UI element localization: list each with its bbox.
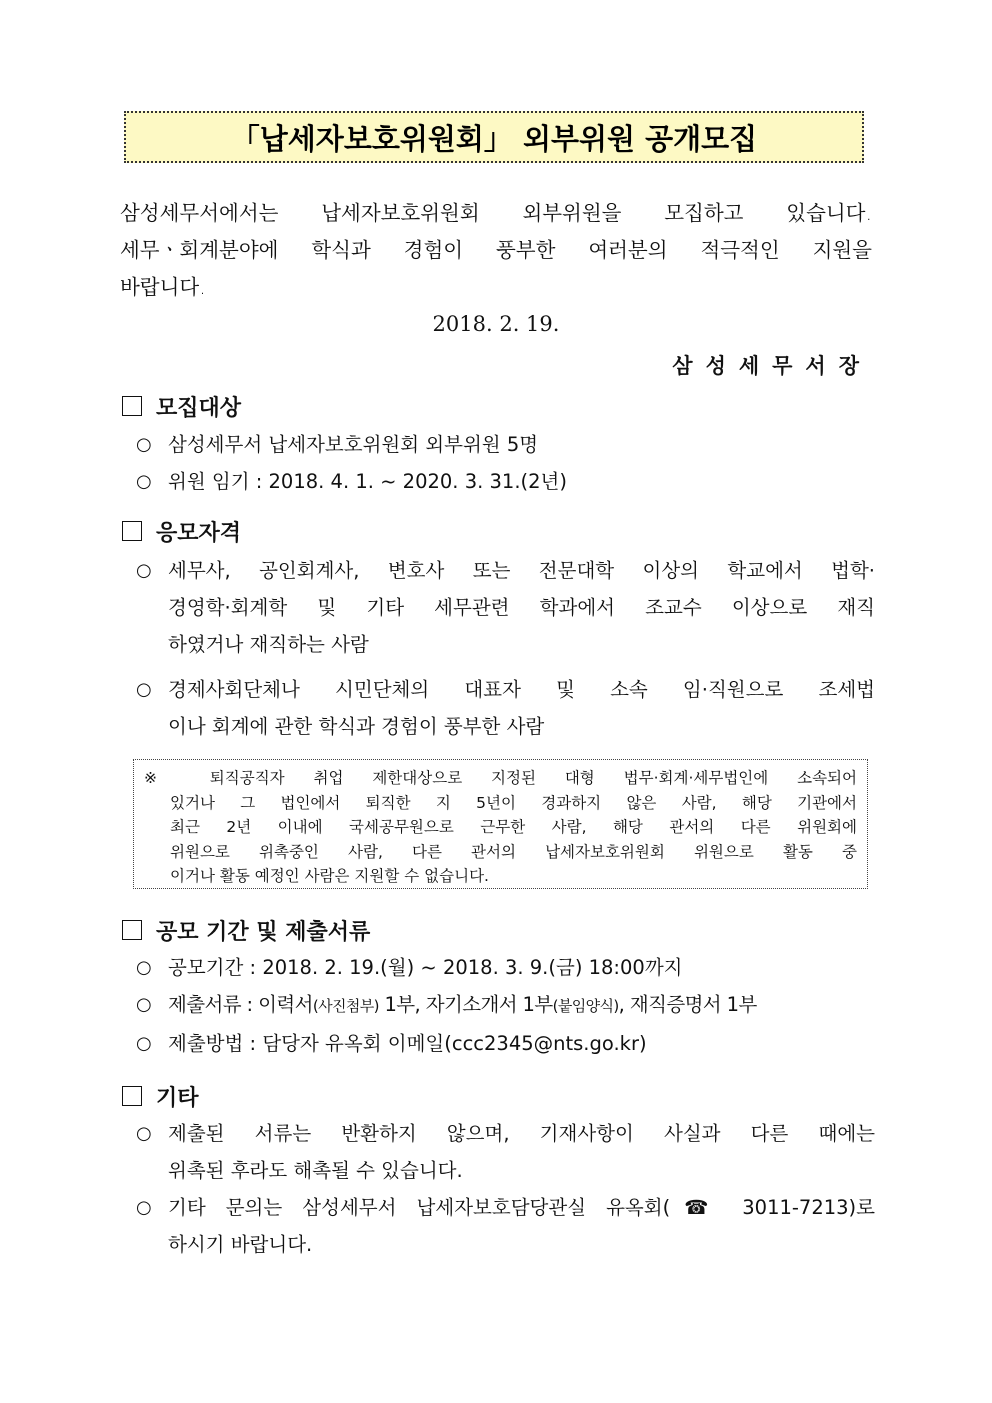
- circle-bullet-icon: ○: [136, 1123, 152, 1144]
- list-item: [120, 1115, 875, 1189]
- title-box: [124, 111, 864, 163]
- list-item: [120, 1025, 875, 1062]
- item-text: 하였거나 재직하는 사람: [168, 633, 369, 656]
- item-text: 삼성세무서 납세자보호위원회 외부위원 5명: [168, 433, 539, 456]
- item-text: 기타 문의는 삼성세무서 납세자보호담당관실 유옥회(☎ 3011-7213)로: [168, 1196, 875, 1219]
- item-text: 이나 회계에 관한 학식과 경험이 풍부한 사람: [168, 715, 545, 738]
- circle-bullet-icon: ○: [136, 1197, 152, 1218]
- checkbox-square-icon: [122, 1086, 142, 1106]
- section-heading-text: 공모 기간 및 제출서류: [156, 919, 371, 945]
- item-text: 제출된 서류는 반환하지 않으며, 기재사항이 사실과 다른 때에는: [168, 1122, 875, 1145]
- list-item: [120, 671, 875, 745]
- item-text: 경제사회단체나 시민단체의 대표자 및 소속 임·직원으로 조세법: [168, 678, 875, 701]
- item-text: 제출서류 : 이력서: [168, 993, 313, 1016]
- section-heading: [120, 913, 875, 947]
- circle-bullet-icon: ○: [136, 434, 152, 455]
- list-item: [120, 986, 875, 1025]
- circle-bullet-icon: ○: [136, 560, 152, 581]
- item-text: 경영학·회계학 및 기타 세무관련 학과에서 조교수 이상으로 재직: [168, 596, 875, 619]
- list-item: [120, 426, 875, 463]
- item-text: 공모기간 : 2018. 2. 19.(월) ~ 2018. 3. 9.(금) 18:00까지: [168, 956, 683, 979]
- item-text: 위촉된 후라도 해촉될 수 있습니다.: [168, 1159, 463, 1182]
- item-text: (사진첨부): [312, 997, 379, 1015]
- announcement-date: 2018. 2. 19.: [432, 312, 560, 336]
- section-heading: [120, 514, 875, 548]
- item-text: 하시기 바랍니다.: [168, 1233, 313, 1256]
- page-title: 「납세자보호위원회」 외부위원 공개모집: [230, 121, 758, 156]
- notice-box: [133, 759, 868, 889]
- item-text: 위원 임기 : 2018. 4. 1. ~ 2020. 3. 31.(2년): [168, 470, 567, 493]
- notice-line: 이거나 활동 예정인 사람은 지원할 수 없습니다.: [170, 867, 489, 885]
- section-heading-text: 응모자격: [156, 520, 242, 546]
- item-text: , 재직증명서 1부: [618, 993, 757, 1016]
- item-text: (붙임양식): [552, 997, 619, 1015]
- circle-bullet-icon: ○: [136, 679, 152, 700]
- notice-line: 있거나 그 법인에서 퇴직한 지 5년이 경과하지 않은 사람, 해당 기관에서: [170, 793, 857, 812]
- section-heading-text: 기타: [156, 1085, 199, 1111]
- section-heading: [120, 1079, 875, 1113]
- section-period-documents: [120, 913, 875, 1062]
- notice-line: ※ 퇴직공직자 취업 제한대상으로 지정된 대형 법무·회계·세무법인에 소속되어: [144, 769, 857, 787]
- section-other: [120, 1079, 875, 1263]
- checkbox-square-icon: [122, 396, 142, 416]
- circle-bullet-icon: ○: [136, 471, 152, 492]
- intro-line: 바랍니다.: [120, 275, 206, 299]
- notice-line: 위원으로 위촉중인 사람, 다른 관서의 납세자보호위원회 위원으로 활동 중: [170, 842, 857, 861]
- intro-line: 삼성세무서에서는 납세자보호위원회 외부위원을 모집하고 있습니다.: [120, 201, 872, 225]
- intro-paragraph: [120, 195, 872, 306]
- intro-line: 세무ㆍ회계분야에 학식과 경험이 풍부한 여러분의 적극적인 지원을: [120, 238, 872, 262]
- signer: 삼성세무서장: [672, 354, 872, 378]
- item-text: 세무사, 공인회계사, 변호사 또는 전문대학 이상의 학교에서 법학·: [168, 559, 875, 582]
- list-item: [120, 949, 875, 986]
- circle-bullet-icon: ○: [136, 1033, 152, 1054]
- item-text: 제출방법 : 담당자 유옥회 이메일(ccc2345@nts.go.kr): [168, 1032, 647, 1055]
- checkbox-square-icon: [122, 920, 142, 940]
- item-text: 1부, 자기소개서 1부: [378, 993, 553, 1016]
- notice-line: 최근 2년 이내에 국세공무원으로 근무한 사람, 해당 관서의 다른 위원회에: [170, 818, 857, 836]
- circle-bullet-icon: ○: [136, 994, 152, 1015]
- checkbox-square-icon: [122, 521, 142, 541]
- list-item: [120, 1189, 875, 1263]
- circle-bullet-icon: ○: [136, 957, 152, 978]
- section-eligibility: [120, 514, 875, 745]
- section-recruitment-target: [120, 389, 875, 500]
- section-heading-text: 모집대상: [156, 395, 242, 421]
- section-heading: [120, 389, 875, 423]
- list-item: [120, 552, 875, 663]
- list-item: [120, 463, 875, 500]
